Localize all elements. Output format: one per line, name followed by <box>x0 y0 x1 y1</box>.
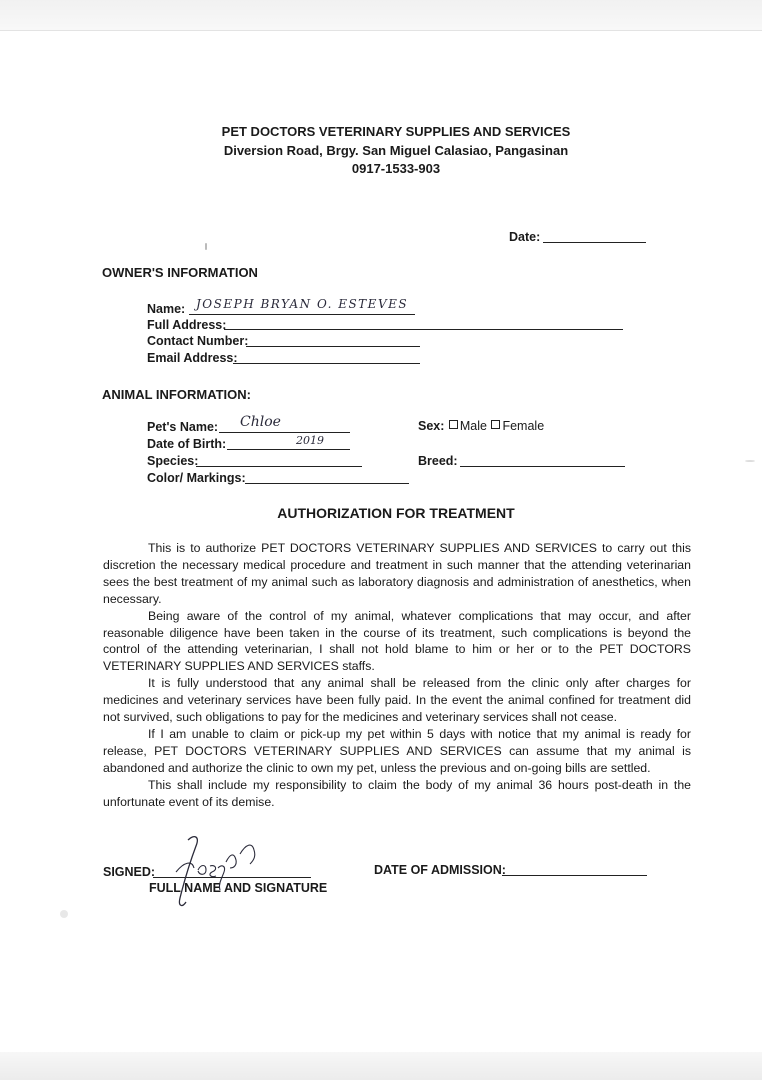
pet-name-handwritten: Chloe <box>240 414 281 430</box>
color-markings-label: Color/ Markings: <box>147 471 246 485</box>
species-label: Species: <box>147 454 199 468</box>
owner-name-handwritten: JOSEPH BRYAN O. ESTEVES <box>196 297 409 311</box>
owner-section-title: OWNER'S INFORMATION <box>102 265 258 280</box>
email-address-field[interactable] <box>233 363 420 364</box>
authorization-paragraph: This is to authorize PET DOCTORS VETERINARY SUPPLIES AND SERVICES to carry out this discretion the necessary medical procedure and treatment in such manner that the attending veterinarian sees the best treatment of my animal such as laboratory diagnosis and administration of anesthetics, when necessary. <box>103 541 691 606</box>
male-label: Male <box>459 419 487 433</box>
breed-label: Breed: <box>418 454 458 468</box>
breed-field[interactable] <box>460 466 625 467</box>
pet-name-label: Pet's Name: <box>147 420 219 434</box>
male-checkbox[interactable] <box>449 420 458 429</box>
full-address-label: Full Address: <box>147 318 227 332</box>
scan-edge-top <box>0 0 762 31</box>
authorization-paragraph: It is fully understood that any animal shall be released from the clinic only after charges for medicines and veterinary services have been fully paid. In the event the animal confined for treatment did not survived, such obligations to pay for the medicines and veterinary services shall not cease. <box>103 676 691 725</box>
date-of-birth-handwritten: 2019 <box>296 434 324 447</box>
owner-name-label: Name: <box>147 302 186 316</box>
date-field[interactable] <box>543 242 646 243</box>
animal-section-title: ANIMAL INFORMATION: <box>102 387 251 402</box>
date-of-admission-label: DATE OF ADMISSION: <box>374 863 506 877</box>
email-address-label: Email Address: <box>147 351 238 365</box>
clinic-address: Diversion Road, Brgy. San Miguel Calasiao, Pangasinan <box>223 143 569 158</box>
scan-speck <box>745 460 755 462</box>
full-address-field[interactable] <box>224 329 623 330</box>
authorization-paragraph: If I am unable to claim or pick-up my pet within 5 days with notice that my animal is ready for release, PET DOCTORS VETERINARY SUPPLIES AND SERVICES can assume that my animal is abandoned and authorize the clinic to own my pet, unless the previous and on-going bills are settled. <box>103 726 691 775</box>
authorization-body <box>103 540 691 811</box>
date-of-birth-field[interactable] <box>227 449 350 450</box>
date-of-birth-label: Date of Birth: <box>147 437 227 451</box>
female-checkbox[interactable] <box>491 420 500 429</box>
contact-number-field[interactable] <box>246 346 420 347</box>
species-field[interactable] <box>196 466 362 467</box>
sex-label: Sex: <box>418 419 445 433</box>
clinic-phone: 0917-1533-903 <box>351 161 441 176</box>
date-label: Date: <box>509 230 541 244</box>
scan-speck <box>60 910 68 918</box>
sex-row <box>418 419 544 433</box>
authorization-paragraph: This shall include my responsibility to claim the body of my animal 36 hours post-death in the unfortunate event of its demise. <box>103 777 691 809</box>
owner-signature-image <box>170 832 270 912</box>
color-markings-field[interactable] <box>245 483 409 484</box>
clinic-name: PET DOCTORS VETERINARY SUPPLIES AND SERVICES <box>221 124 571 139</box>
authorization-paragraph: Being aware of the control of my animal, whatever complications that may occur, and after reasonable diligence have been taken in the course of its treatment, such complications is beyond the control of the attending veterinarian, I shall not hold blame to him or her or to the PET DOCTORS VETERINARY SUPPLIES AND SERVICES staffs. <box>103 608 691 674</box>
contact-number-label: Contact Number: <box>147 334 249 348</box>
authorization-title: AUTHORIZATION FOR TREATMENT <box>277 505 515 521</box>
owner-name-field[interactable] <box>189 314 415 315</box>
date-of-admission-field[interactable] <box>502 875 647 876</box>
signed-label: SIGNED: <box>103 865 156 879</box>
scan-speck <box>205 243 207 250</box>
pet-name-field[interactable] <box>219 432 350 433</box>
scan-edge-bottom <box>0 1052 762 1080</box>
signature-caption: FULL NAME AND SIGNATURE <box>149 881 328 895</box>
female-label: Female <box>502 419 545 433</box>
